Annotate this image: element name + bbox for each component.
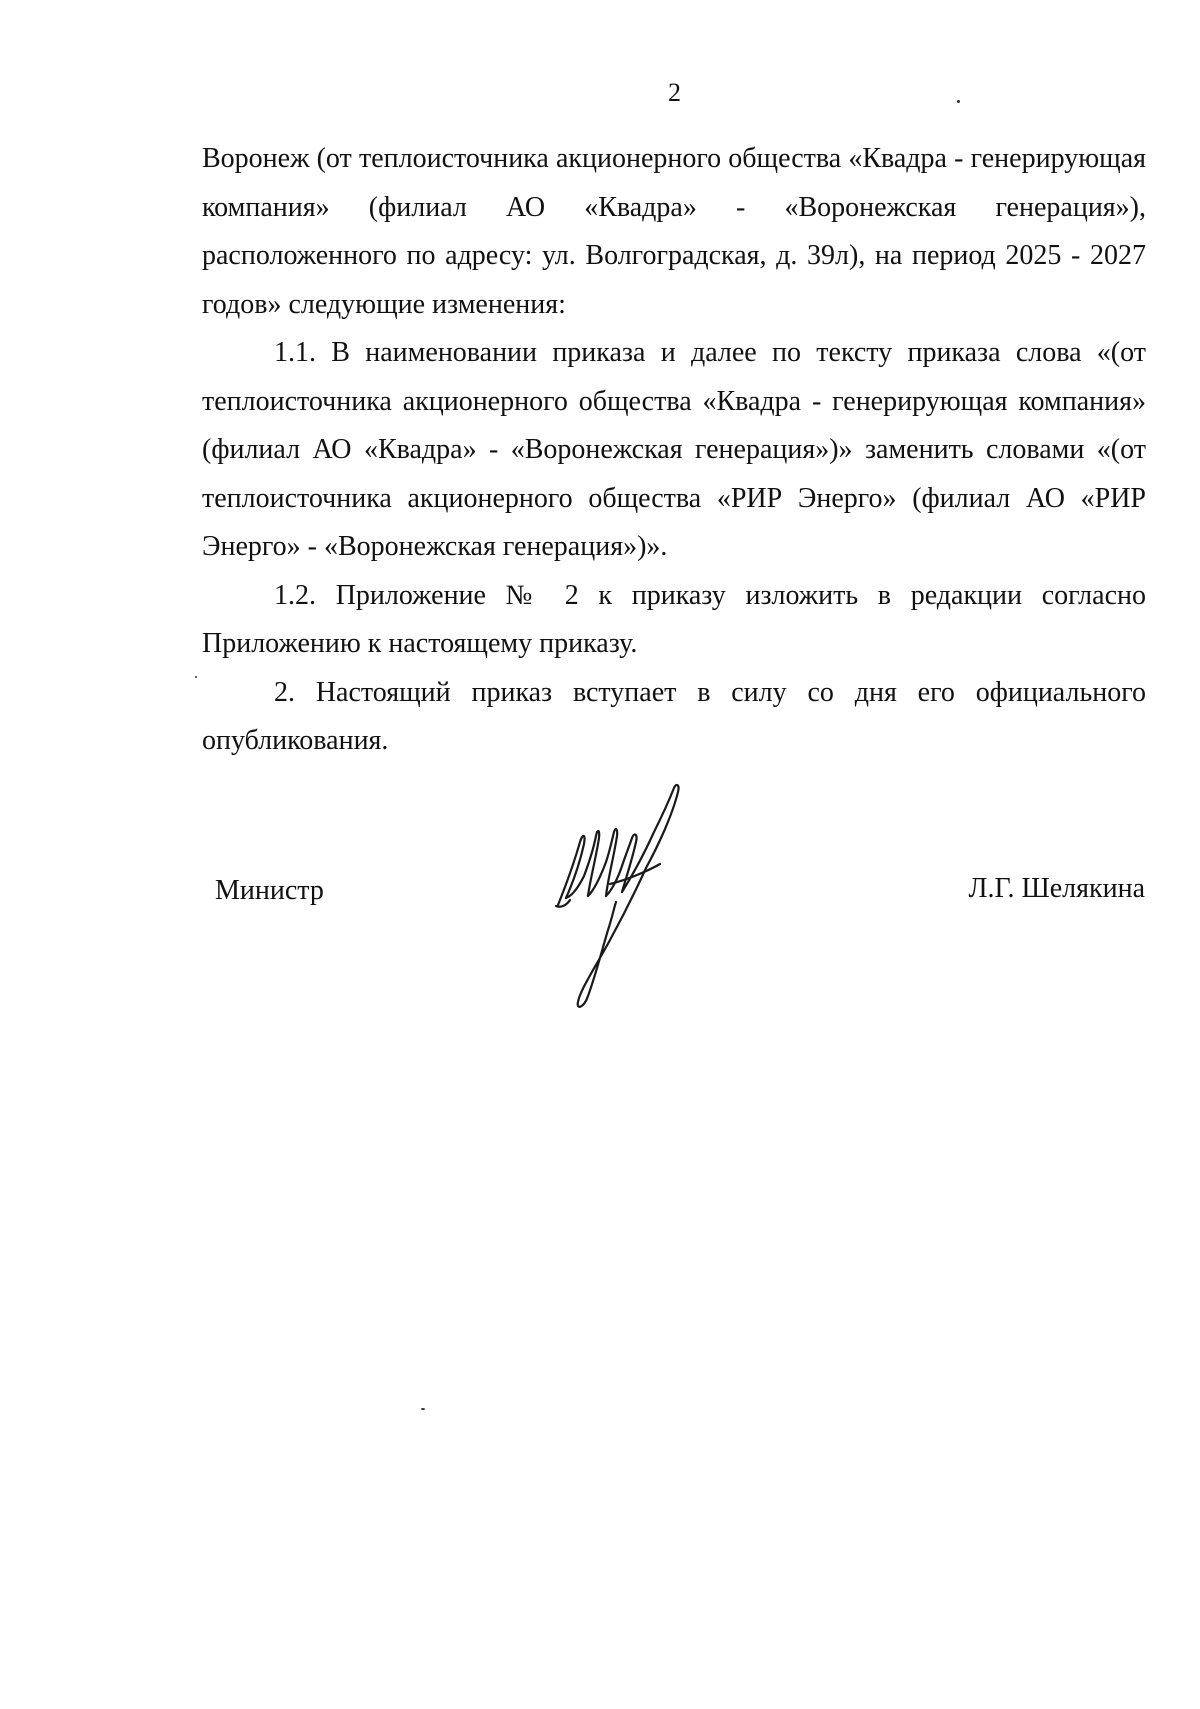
paragraph-1-2 xyxy=(202,572,1146,669)
paragraph-2 xyxy=(202,669,1146,766)
text-line: теплоисточника акционерного общества «РИР Энерго» (филиал АО «РИР xyxy=(202,482,1146,514)
text-line: расположенного по адресу: ул. Волгоградская, д. 39л), на период 2025 - 2027 xyxy=(202,240,1146,271)
text-line: 1.1. В наименовании приказа и далее по тексту приказа слова «(от xyxy=(274,337,1146,368)
text-line: (филиал АО «Квадра» - «Воронежская генерация»)» заменить словами «(от xyxy=(202,434,1146,465)
signatory-title: Министр xyxy=(215,875,324,906)
paragraph-continuation xyxy=(202,135,1146,329)
text-line: компания» (филиал АО «Квадра» - «Воронежская генерация»), xyxy=(202,191,1146,223)
text-line: 1.2. Приложение № 2 к приказу изложить в редакции согласно xyxy=(274,579,1146,611)
scan-speck xyxy=(195,676,197,678)
text-line: Приложению к настоящему приказу. xyxy=(202,628,638,659)
text-line: 2. Настоящий приказ вступает в силу со дня его официального xyxy=(274,676,1146,708)
page-number: 2 xyxy=(668,78,681,107)
order-text xyxy=(202,135,1146,766)
text-line: Энерго» - «Воронежская генерация»)». xyxy=(202,531,668,562)
handwritten-signature xyxy=(550,780,700,1010)
scan-speck xyxy=(957,100,960,103)
text-line: опубликования. xyxy=(202,725,389,756)
paragraph-1-1 xyxy=(202,329,1146,572)
signatory-name: Л.Г. Шелякина xyxy=(968,873,1145,904)
scan-speck xyxy=(421,1408,425,1410)
text-line: годов» следующие изменения: xyxy=(202,288,566,320)
text-line: теплоисточника акционерного общества «Квадра - генерирующая компания» xyxy=(202,385,1146,417)
text-line: Воронеж (от теплоисточника акционерного общества «Квадра - генерирующая xyxy=(202,143,1146,174)
